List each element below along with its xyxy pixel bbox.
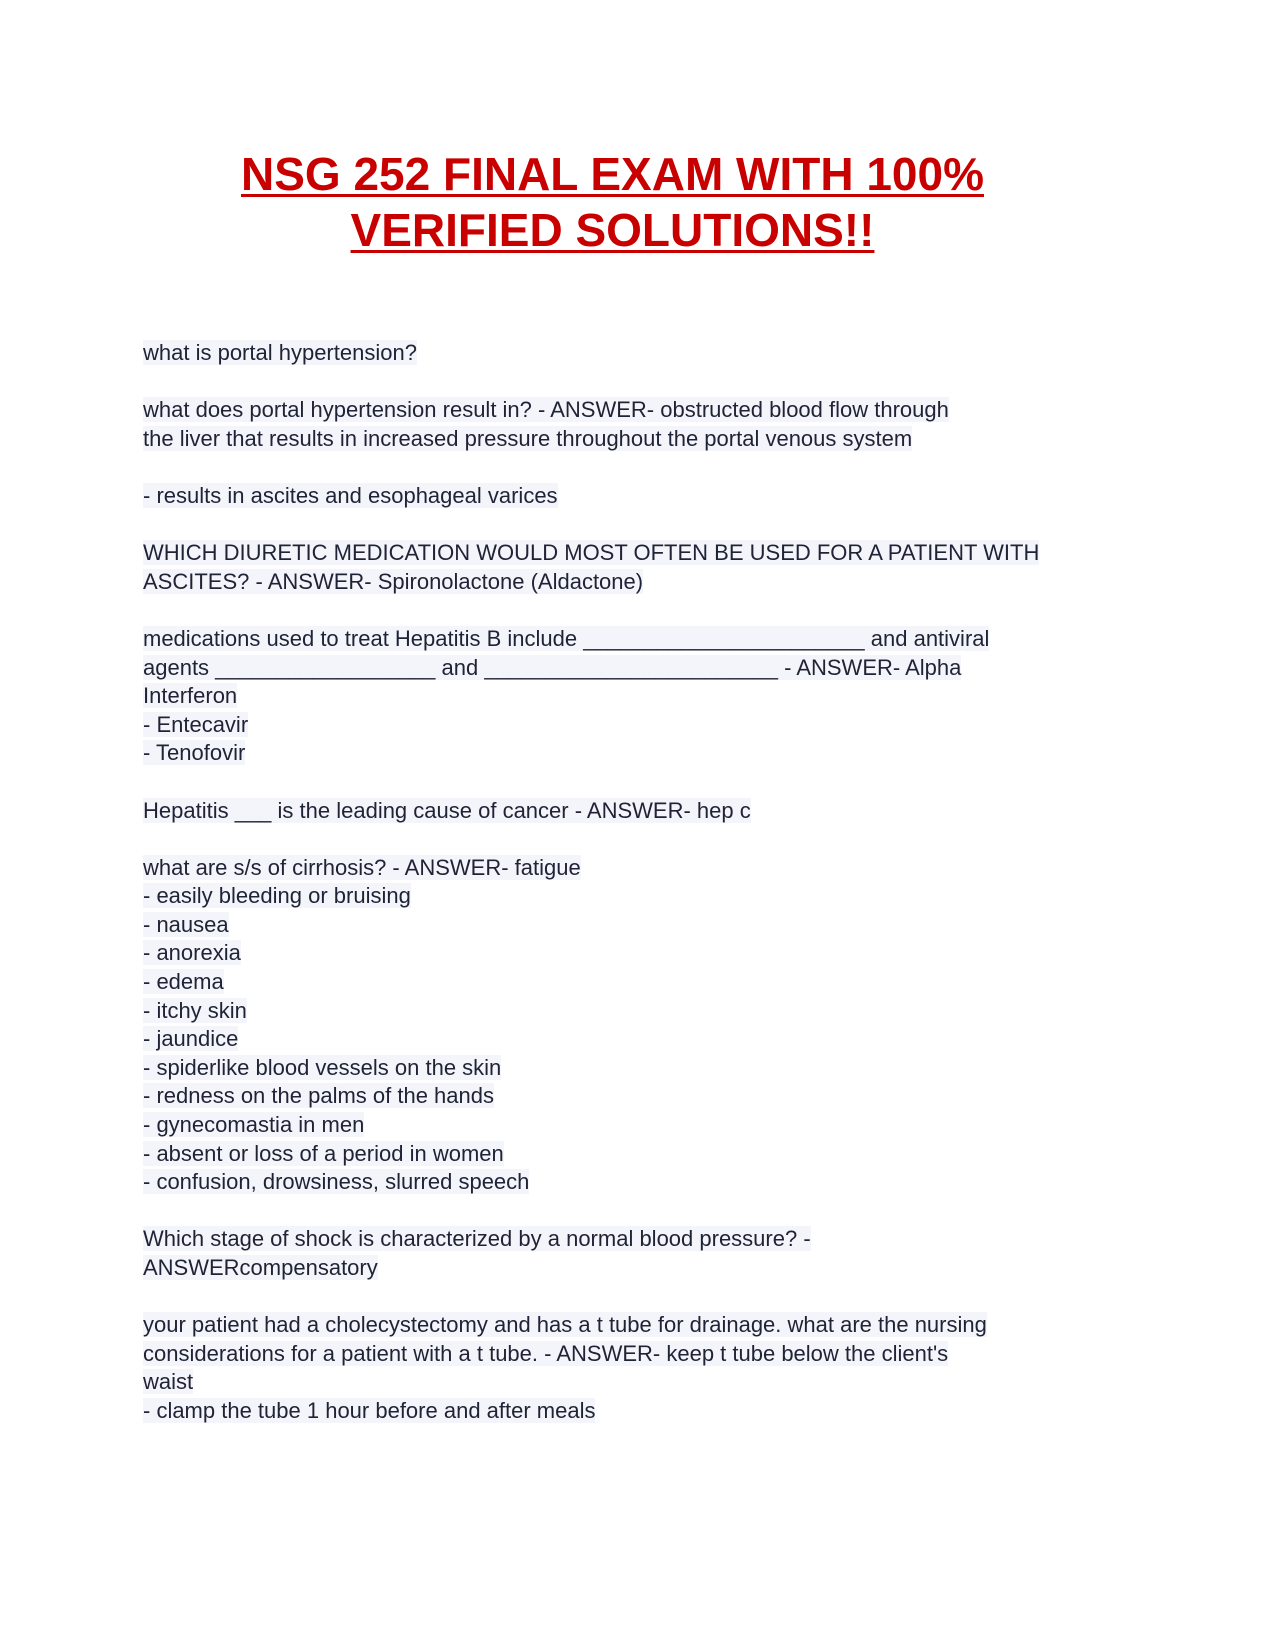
text-line-content: - nausea [143,911,229,937]
text-line [143,1054,1103,1083]
text-line [143,854,1103,883]
text-line-content: what does portal hypertension result in? - ANSWER- obstructed blood flow through [143,397,949,423]
text-line-content: ANSWERcompensatory [143,1255,378,1280]
text-line-content: - easily bleeding or bruising [143,883,411,909]
text-line-content: your patient had a cholecystectomy and has a t tube for drainage. what are the nursing [143,1312,987,1338]
text-line [143,396,1103,425]
text-line-content: - Tenofovir [143,740,246,766]
text-line-content: - anorexia [143,940,241,966]
text-line-content: WHICH DIURETIC MEDICATION WOULD MOST OFTEN BE USED FOR A PATIENT WITH [143,540,1040,566]
text-line [143,882,1103,911]
text-line [143,1140,1103,1169]
text-line [143,425,1103,454]
text-line [143,1254,1103,1283]
text-line [143,654,1103,683]
title-line-1: NSG 252 FINAL EXAM WITH 100% [241,148,984,200]
blank-line [143,825,1103,854]
text-line [143,997,1103,1026]
text-line [143,1340,1103,1369]
text-line [143,1311,1103,1340]
blank-line [143,453,1103,482]
text-line-content: considerations for a patient with a t tube. - ANSWER- keep t tube below the client's [143,1340,949,1366]
text-line-content: - itchy skin [143,997,247,1023]
blank-line [143,1283,1103,1312]
text-line-content: - absent or loss of a period in women [143,1140,504,1166]
text-line [143,1368,1103,1397]
blank-line [143,1197,1103,1226]
text-line-content: - spiderlike blood vessels on the skin [143,1054,502,1080]
text-line-content: - gynecomastia in men [143,1112,365,1138]
text-line-content: the liver that results in increased pressure throughout the portal venous system [143,425,913,451]
text-line-content: Interferon [143,683,238,709]
blank-line [143,596,1103,625]
text-line [143,568,1103,597]
text-line-content: - redness on the palms of the hands [143,1083,494,1109]
text-line-content: Which stage of shock is characterized by a normal blood pressure? - [143,1226,811,1252]
text-line [143,1397,1103,1426]
text-line-content: ASCITES? - ANSWER- Spironolactone (Aldactone) [143,568,644,594]
title-line-2: VERIFIED SOLUTIONS!! [350,204,875,256]
text-line [143,968,1103,997]
text-line [143,1111,1103,1140]
text-line [143,1082,1103,1111]
text-line-content: what are s/s of cirrhosis? - ANSWER- fatigue [143,854,581,880]
text-line [143,625,1103,654]
text-line [143,1025,1103,1054]
document-body [143,339,1103,1426]
text-line [143,339,1103,368]
text-line [143,482,1103,511]
text-line-content: Hepatitis ___ is the leading cause of cancer - ANSWER- hep c [143,797,751,823]
text-line [143,739,1103,768]
text-line [143,911,1103,940]
blank-line [143,368,1103,397]
blank-line [143,768,1103,797]
text-line-content: - Entecavir [143,711,249,737]
text-line-content: what is portal hypertension? [143,340,417,365]
text-line [143,711,1103,740]
text-line-content: - edema [143,969,224,995]
text-line [143,1225,1103,1254]
text-line [143,1168,1103,1197]
text-line [143,939,1103,968]
text-line-content: - jaundice [143,1026,239,1052]
document-title [0,146,1225,258]
text-line-content: - results in ascites and esophageal varices [143,482,558,508]
text-line [143,682,1103,711]
text-line [143,539,1103,568]
text-line-content: - clamp the tube 1 hour before and after meals [143,1397,596,1423]
text-line-content: medications used to treat Hepatitis B include _______________________ and antiviral [143,625,990,651]
text-line-content: - confusion, drowsiness, slurred speech [143,1169,530,1195]
text-line-content: waist [143,1369,194,1395]
text-line-content: agents __________________ and ________________________ - ANSWER- Alpha [143,654,962,680]
text-line [143,797,1103,826]
blank-line [143,511,1103,540]
